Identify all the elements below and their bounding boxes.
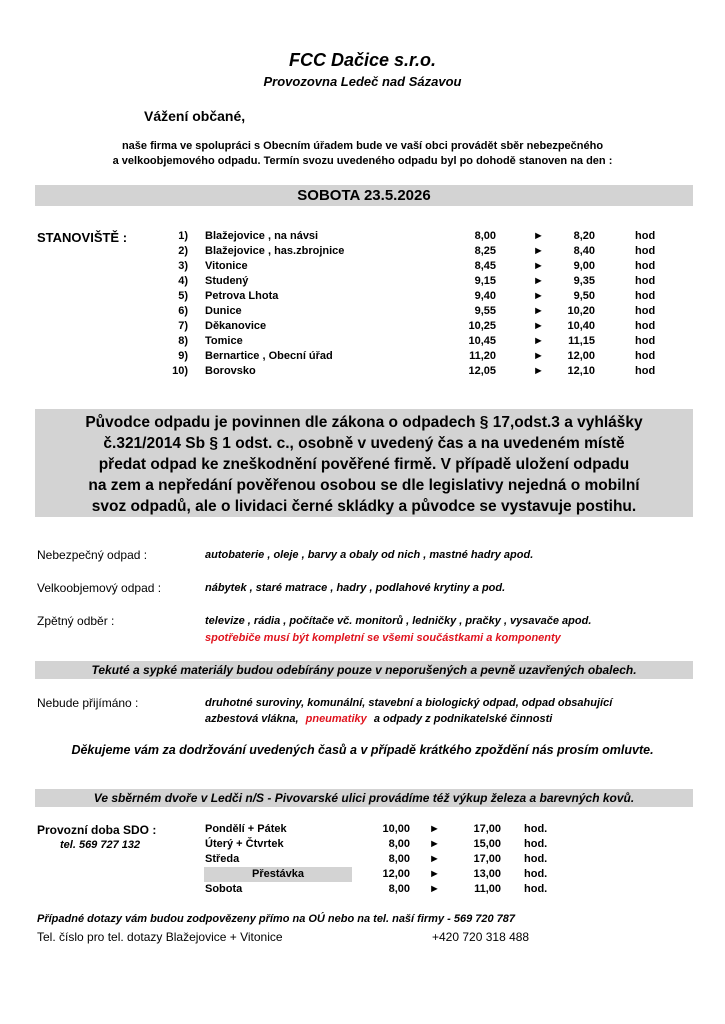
stops-label: STANOVIŠTĚ : [37, 230, 128, 245]
stop-time-from: 9,55 [474, 305, 496, 317]
sdo-time-to: 13,00 [473, 868, 501, 880]
stop-time-to: 11,15 [568, 335, 595, 347]
legal-notice [35, 409, 693, 517]
date-banner-text: SOBOTA 23.5.2026 [297, 187, 431, 204]
stop-place: Bernartice , Obecní úřad [205, 350, 333, 362]
stop-number: 9) [178, 350, 188, 362]
stop-time-to: 8,20 [573, 230, 595, 242]
greeting: Vážení občané, [144, 108, 246, 124]
stop-time-from: 10,45 [468, 335, 496, 347]
company-title: FCC Dačice s.r.o. [288, 50, 437, 70]
yard-banner-text: Ve sběrném dvoře v Ledči n/S - Pivovarské ulici provádíme též výkup železa a barevných kovů. [93, 791, 635, 805]
arrow-icon: ► [429, 883, 440, 895]
legal-line-4: na zem a nepředání pověřenou osobou se dle legislativy nejedná o mobilní [88, 477, 640, 494]
takeback-text: televize , rádia , počítače vč. monitorů , ledničky , pračky , vysavače apod. [205, 615, 592, 627]
stop-unit: hod [635, 335, 656, 347]
stop-time-from: 8,45 [474, 260, 496, 272]
stop-place: Děkanovice [205, 320, 267, 332]
stop-place: Blažejovice , has.zbrojnice [205, 245, 345, 257]
stop-place: Vitonice [205, 260, 248, 272]
stop-number: 1) [178, 230, 188, 242]
intro-line-1: naše firma ve spolupráci s Obecním úřadem bude ve vaší obci provádět sběr nebezpečného [121, 140, 604, 152]
hazardous-label: Nebezpečný odpad : [37, 548, 148, 562]
sdo-unit: hod. [524, 853, 548, 865]
stop-unit: hod [635, 260, 656, 272]
sdo-label: Provozní doba SDO : [37, 823, 157, 837]
questions-text: Případné dotazy vám budou zodpovězeny přímo na OÚ nebo na tel. naší firmy - 569 720 787 [37, 913, 516, 925]
arrow-icon: ► [533, 350, 544, 362]
sdo-unit: hod. [524, 838, 548, 850]
stop-number: 10) [172, 365, 188, 377]
stop-unit: hod [635, 230, 656, 242]
stop-number: 8) [178, 335, 188, 347]
stop-time-from: 8,00 [474, 230, 496, 242]
stop-time-to: 12,10 [567, 365, 595, 377]
arrow-icon: ► [533, 230, 544, 242]
stop-time-from: 8,25 [474, 245, 496, 257]
stop-time-to: 10,40 [567, 320, 595, 332]
sdo-day: Pondělí + Pátek [205, 823, 287, 835]
sdo-time-to: 15,00 [473, 838, 501, 850]
stop-time-to: 9,00 [573, 260, 595, 272]
arrow-icon: ► [533, 365, 544, 377]
stop-place: Borovsko [205, 365, 256, 377]
sdo-unit: hod. [524, 883, 548, 895]
stop-time-from: 10,25 [468, 320, 496, 332]
stop-time-from: 9,15 [474, 275, 496, 287]
stop-unit: hod [635, 350, 656, 362]
stop-place: Studený [205, 275, 249, 287]
arrow-icon: ► [533, 260, 544, 272]
stop-number: 2) [178, 245, 188, 257]
not-accepted-business: a odpady z podnikatelské činnosti [373, 713, 553, 725]
sdo-time-to: 17,00 [473, 853, 501, 865]
thanks-text: Děkujeme vám za dodržování uvedených časů a v případě krátkého zpoždění nás prosím omluvte. [71, 743, 654, 757]
sdo-time-from: 8,00 [388, 838, 410, 850]
sdo-time-from: 8,00 [388, 883, 410, 895]
phone-number: +420 720 318 488 [432, 930, 530, 944]
break-label: Přestávka [252, 868, 304, 880]
intro-line-2: a velkoobjemového odpadu. Termín svozu uvedeného odpadu byl po dohodě stanoven na den : [112, 155, 613, 167]
arrow-icon: ► [429, 838, 440, 850]
sdo-unit: hod. [524, 868, 548, 880]
arrow-icon: ► [429, 823, 440, 835]
arrow-icon: ► [429, 868, 440, 880]
sdo-phone: tel. 569 727 132 [60, 839, 141, 851]
not-accepted-line-2 [205, 713, 552, 725]
stop-place: Dunice [205, 305, 242, 317]
stop-number: 3) [178, 260, 188, 272]
sdo-day: Úterý + Čtvrtek [205, 838, 284, 850]
date-banner [35, 185, 693, 206]
stop-time-to: 12,00 [567, 350, 595, 362]
sdo-time-from: 10,00 [382, 823, 410, 835]
stop-place: Tomice [205, 335, 243, 347]
not-accepted-tires: pneumatiky [305, 713, 367, 725]
stop-time-to: 9,50 [573, 290, 595, 302]
stop-unit: hod [635, 320, 656, 332]
stop-unit: hod [635, 275, 656, 287]
stop-unit: hod [635, 365, 656, 377]
not-accepted-line-1: druhotné suroviny, komunální, stavební a biologický odpad, odpad obsahující [205, 697, 613, 709]
stop-unit: hod [635, 305, 656, 317]
sdo-time-from: 8,00 [388, 853, 410, 865]
not-accepted-label: Nebude přijímáno : [37, 696, 139, 710]
takeback-note: spotřebiče musí být kompletní se všemi součástkami a komponenty [205, 632, 561, 644]
arrow-icon: ► [533, 305, 544, 317]
yard-banner [35, 789, 693, 807]
takeback-label: Zpětný odběr : [37, 614, 115, 628]
arrow-icon: ► [533, 320, 544, 332]
sdo-day: Sobota [205, 883, 243, 895]
not-accepted-asbestos: azbestová vlákna, [205, 713, 299, 725]
sdo-time-from: 12,00 [382, 868, 410, 880]
stop-place: Blažejovice , na návsi [205, 230, 319, 242]
stop-time-to: 10,20 [567, 305, 595, 317]
sdo-unit: hod. [524, 823, 548, 835]
stop-time-to: 8,40 [573, 245, 595, 257]
sdo-day: Středa [205, 853, 240, 865]
stop-time-from: 9,40 [474, 290, 496, 302]
sdo-time-to: 11,00 [474, 883, 501, 895]
legal-line-5: svoz odpadů, ale o lividaci černé skládky a původce se vystavuje postihu. [91, 498, 637, 515]
liquids-banner-text: Tekuté a sypké materiály budou odebírány pouze v neporušených a pevně uzavřených obalech. [91, 663, 637, 677]
hazardous-text: autobaterie , oleje , barvy a obaly od nich , mastné hadry apod. [205, 549, 534, 561]
stop-unit: hod [635, 245, 656, 257]
stop-number: 6) [178, 305, 188, 317]
stop-time-from: 11,20 [469, 350, 496, 362]
bulky-label: Velkoobjemový odpad : [37, 581, 162, 595]
arrow-icon: ► [429, 853, 440, 865]
liquids-banner [35, 661, 693, 679]
legal-line-2: č.321/2014 Sb § 1 odst. c., osobně v uvedený čas a na uvedeném místě [103, 435, 625, 452]
sdo-time-to: 17,00 [473, 823, 501, 835]
stop-place: Petrova Lhota [205, 290, 279, 302]
stop-time-to: 9,35 [573, 275, 595, 287]
legal-line-3: předat odpad ke zneškodnění pověřené firmě. V případě uložení odpadu [98, 456, 630, 473]
stop-unit: hod [635, 290, 656, 302]
stop-number: 7) [178, 320, 188, 332]
arrow-icon: ► [533, 245, 544, 257]
arrow-icon: ► [533, 335, 544, 347]
legal-line-1: Původce odpadu je povinnen dle zákona o odpadech § 17,odst.3 a vyhlášky [85, 414, 643, 431]
arrow-icon: ► [533, 290, 544, 302]
arrow-icon: ► [533, 275, 544, 287]
stop-time-from: 12,05 [468, 365, 496, 377]
branch-subtitle: Provozovna Ledeč nad Sázavou [263, 74, 462, 89]
phone-label: Tel. číslo pro tel. dotazy Blažejovice + Vitonice [37, 930, 283, 944]
stop-number: 5) [178, 290, 188, 302]
bulky-text: nábytek , staré matrace , hadry , podlahové krytiny a pod. [205, 582, 506, 594]
stop-number: 4) [178, 275, 188, 287]
